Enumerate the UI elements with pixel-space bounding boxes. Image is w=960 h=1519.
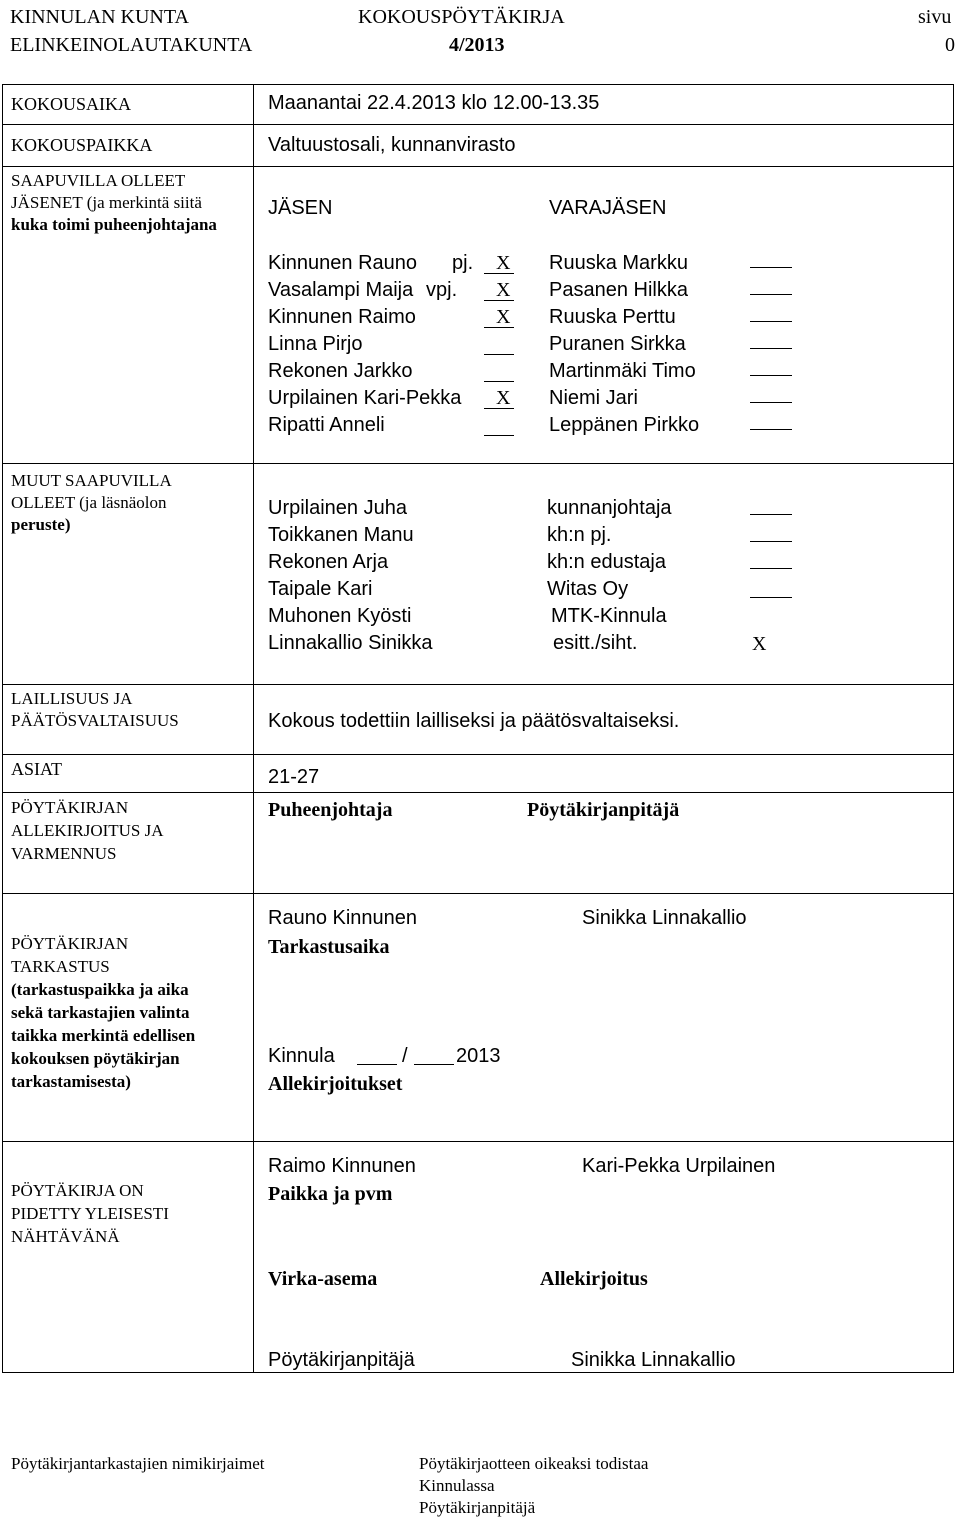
- attendance-mark: X: [496, 387, 511, 409]
- deputy-attendance-blank: [750, 348, 792, 349]
- attendees-label-line: SAAPUVILLA OLLEET: [11, 171, 186, 190]
- attendance-blank: [484, 354, 514, 355]
- review-label-line: kokouksen pöytäkirjan: [11, 1049, 180, 1068]
- other-name: Urpilainen Juha: [268, 497, 407, 519]
- others-label-line: OLLEET (ja läsnäolon: [11, 493, 167, 512]
- other-basis: MTK-Kinnula: [551, 605, 667, 627]
- position-value: Pöytäkirjanpitäjä: [268, 1349, 415, 1371]
- deputy-name: Martinmäki Timo: [549, 360, 696, 382]
- member-name: Kinnunen Raimo: [268, 306, 416, 328]
- row-divider: [2, 684, 954, 685]
- attendance-mark: X: [496, 279, 511, 301]
- deputy-name: Niemi Jari: [549, 387, 638, 409]
- deputy-name: Leppänen Pirkko: [549, 414, 700, 436]
- page-number: 0: [945, 34, 955, 56]
- row-divider: [2, 463, 954, 464]
- deputy-column-header: VARAJÄSEN: [549, 197, 667, 219]
- deputy-name: Ruuska Markku: [549, 252, 688, 274]
- member-name: Vasalampi Maija: [268, 279, 414, 301]
- initials-label: Pöytäkirjantarkastajien nimikirjaimet: [11, 1454, 265, 1473]
- legality-label-line: PÄÄTÖSVALTAISUUS: [11, 711, 179, 730]
- board-name: ELINKEINOLAUTAKUNTA: [10, 34, 253, 56]
- other-name: Muhonen Kyösti: [268, 605, 412, 627]
- legality-label-line: LAILLISUUS JA: [11, 689, 133, 708]
- review-label-line: sekä tarkastajien valinta: [11, 1003, 190, 1022]
- attendees-label-line: JÄSENET (ja merkintä siitä: [11, 193, 202, 212]
- meeting-place-value: Valtuustosali, kunnanvirasto: [268, 134, 516, 156]
- public-label-line: PÖYTÄKIRJA ON: [11, 1181, 144, 1200]
- review-year: 2013: [456, 1045, 501, 1067]
- member-role: pj.: [452, 252, 474, 274]
- reviewer-name: Kari-Pekka Urpilainen: [582, 1155, 776, 1177]
- other-name: Linnakallio Sinikka: [268, 632, 433, 654]
- other-basis: Witas Oy: [547, 578, 629, 600]
- municipality-name: KINNULAN KUNTA: [10, 6, 189, 28]
- review-place: Kinnula: [268, 1045, 335, 1067]
- deputy-name: Ruuska Perttu: [549, 306, 676, 328]
- other-name: Taipale Kari: [268, 578, 373, 600]
- chair-name: Rauno Kinnunen: [268, 907, 418, 929]
- member-name: Kinnunen Rauno: [268, 252, 418, 274]
- public-label-line: NÄHTÄVÄNÄ: [11, 1227, 120, 1246]
- others-label-line: MUUT SAAPUVILLA: [11, 471, 172, 490]
- public-label-line: PIDETTY YLEISESTI: [11, 1204, 169, 1223]
- others-label-line: peruste): [11, 515, 71, 534]
- attendance-mark: X: [496, 306, 511, 328]
- row-divider: [2, 754, 954, 755]
- other-name: Toikkanen Manu: [268, 524, 414, 546]
- certify-place: Kinnulassa: [419, 1476, 495, 1495]
- other-attendance-blank: [750, 514, 792, 515]
- row-divider: [2, 166, 954, 167]
- reviewer-name: Raimo Kinnunen: [268, 1155, 416, 1177]
- secretary-heading: Pöytäkirjanpitäjä: [527, 799, 680, 821]
- meeting-time-label: KOKOUSAIKA: [11, 94, 131, 114]
- secretary-name: Sinikka Linnakallio: [582, 907, 747, 929]
- signature-value: Sinikka Linnakallio: [571, 1349, 736, 1371]
- meeting-place-label: KOKOUSPAIKKA: [11, 135, 153, 155]
- deputy-name: Puranen Sirkka: [549, 333, 686, 355]
- review-time-heading: Tarkastusaika: [268, 936, 390, 958]
- deputy-attendance-blank: [750, 429, 792, 430]
- review-label-line: PÖYTÄKIRJAN: [11, 934, 129, 953]
- deputy-name: Pasanen Hilkka: [549, 279, 688, 301]
- date-separator: /: [402, 1045, 408, 1067]
- other-basis: kunnanjohtaja: [547, 497, 672, 519]
- member-column-header: JÄSEN: [268, 197, 333, 219]
- position-heading: Virka-asema: [268, 1268, 378, 1290]
- other-basis: kh:n edustaja: [547, 551, 666, 573]
- attendance-mark: X: [496, 252, 511, 274]
- signing-label-line: PÖYTÄKIRJAN: [11, 798, 129, 817]
- page-label: sivu: [918, 6, 952, 28]
- review-label-line: TARKASTUS: [11, 957, 110, 976]
- chair-heading: Puheenjohtaja: [268, 799, 393, 821]
- row-divider: [2, 1141, 954, 1142]
- attendance-blank: [484, 435, 514, 436]
- member-role: vpj.: [426, 279, 458, 301]
- other-attendance-blank: [750, 541, 792, 542]
- row-divider: [2, 893, 954, 894]
- column-divider: [253, 84, 254, 1373]
- other-basis: esitt./siht.: [553, 632, 638, 654]
- row-divider: [2, 792, 954, 793]
- review-day-blank: [357, 1064, 397, 1065]
- deputy-attendance-blank: [750, 375, 792, 376]
- signature-heading: Allekirjoitus: [540, 1268, 648, 1290]
- legality-text: Kokous todettiin lailliseksi ja päätösvaltaiseksi.: [268, 710, 680, 732]
- deputy-attendance-blank: [750, 321, 792, 322]
- place-date-heading: Paikka ja pvm: [268, 1183, 393, 1205]
- other-attendance-blank: [750, 597, 792, 598]
- review-month-blank: [414, 1064, 454, 1065]
- deputy-attendance-blank: [750, 294, 792, 295]
- signatures-heading: Allekirjoitukset: [268, 1073, 403, 1095]
- certify-label: Pöytäkirjaotteen oikeaksi todistaa: [419, 1454, 649, 1473]
- review-label-line: tarkastamisesta): [11, 1072, 131, 1091]
- deputy-attendance-blank: [750, 402, 792, 403]
- row-divider: [2, 124, 954, 125]
- items-value: 21-27: [268, 766, 320, 788]
- attendance-blank: [484, 381, 514, 382]
- document-type: KOKOUSPÖYTÄKIRJA: [358, 6, 565, 28]
- deputy-attendance-blank: [750, 267, 792, 268]
- other-attendance-blank: [750, 568, 792, 569]
- other-name: Rekonen Arja: [268, 551, 389, 573]
- member-name: Rekonen Jarkko: [268, 360, 413, 382]
- other-basis: kh:n pj.: [547, 524, 612, 546]
- meeting-time-value: Maanantai 22.4.2013 klo 12.00-13.35: [268, 92, 600, 114]
- member-name: Urpilainen Kari-Pekka: [268, 387, 462, 409]
- review-label-line: (tarkastuspaikka ja aika: [11, 980, 189, 999]
- attendance-mark: X: [752, 633, 767, 655]
- certify-role: Pöytäkirjanpitäjä: [419, 1498, 536, 1517]
- member-name: Ripatti Anneli: [268, 414, 385, 436]
- review-label-line: taikka merkintä edellisen: [11, 1026, 196, 1045]
- signing-label-line: ALLEKIRJOITUS JA: [11, 821, 164, 840]
- member-name: Linna Pirjo: [268, 333, 363, 355]
- signing-label-line: VARMENNUS: [11, 844, 117, 863]
- items-label: ASIAT: [11, 759, 63, 779]
- attendees-label-line: kuka toimi puheenjohtajana: [11, 215, 217, 234]
- meeting-number: 4/2013: [449, 34, 505, 56]
